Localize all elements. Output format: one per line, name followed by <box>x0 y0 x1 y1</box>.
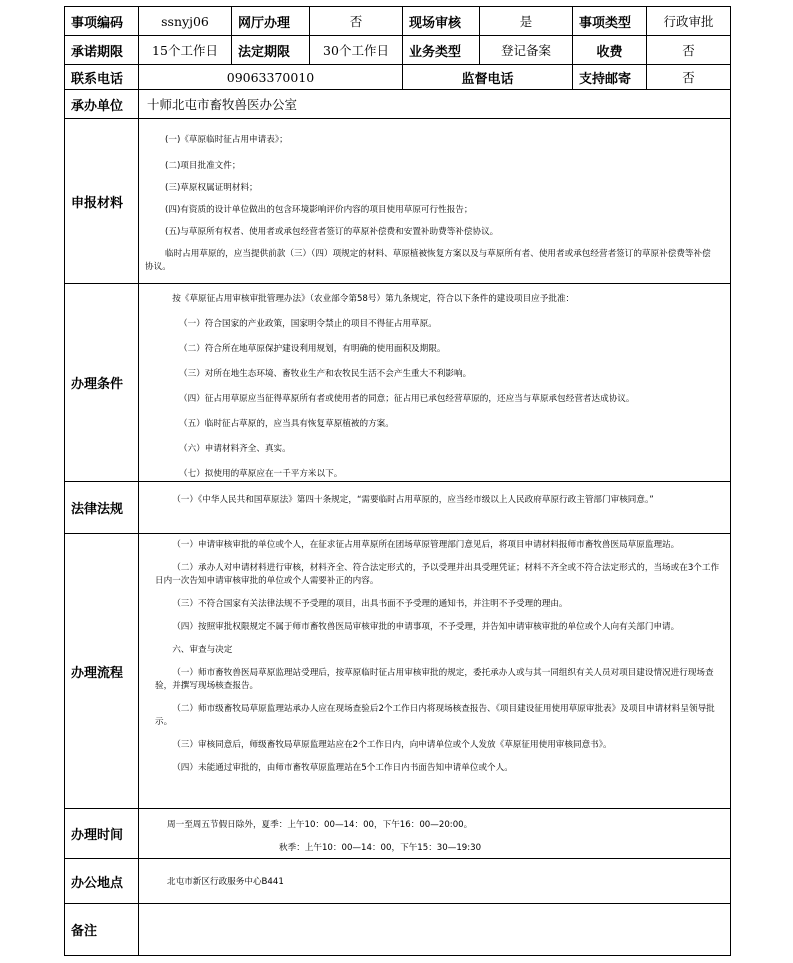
mail-support-label: 支持邮寄 <box>573 65 647 90</box>
row-basic-info-2 <box>65 36 731 65</box>
item-type-value: 行政审批 <box>647 7 731 36</box>
fee-label: 收费 <box>573 36 647 65</box>
legal-period-value: 30个工作日 <box>310 36 403 65</box>
conditions-label: 办理条件 <box>65 284 139 482</box>
contact-phone-label: 联系电话 <box>65 65 139 90</box>
process-review-1: （一）师市畜牧兽医局草原监理站受理后，按草原临时征占用审核审批的规定，委托承办人或与其一同组织有关人员对项目建设情况进行现场查验，并撰写现场核查报告。 <box>155 668 714 691</box>
promise-period-label: 承诺期限 <box>65 36 139 65</box>
process-review-heading: 六、审查与决定 <box>172 645 233 655</box>
materials-content <box>139 119 731 284</box>
conditions-item-3: （三）对所在地生态环境、畜牧业生产和农牧民生活不会产生重大不利影响。 <box>179 369 472 379</box>
mail-support-value: 否 <box>647 65 731 90</box>
process-review-2: （二）师市级畜牧局草原监理站承办人应在现场查验后2个工作日内将现场核查报告、《项目建设征用使用草原审批表》及项目申请材料呈领导批示。 <box>155 704 715 727</box>
law-text: （一）《中华人民共和国草原法》第四十条规定，“需要临时占用草原的，应当经市级以上人民政府草原行政主管部门审核同意。” <box>172 495 654 505</box>
handling-unit-label: 承办单位 <box>65 90 139 119</box>
row-address <box>65 859 731 904</box>
process-step-4: （四）按照审批权限规定不属于师市畜牧兽医局审核审批的申请事项，不予受理，并告知申请审核审批的单位或个人向有关部门申请。 <box>172 622 680 632</box>
row-process <box>65 534 731 809</box>
materials-item-3: (三)草原权属证明材料； <box>165 183 258 193</box>
materials-item-4: (四)有资质的设计单位做出的包含环境影响评价内容的项目使用草原可行性报告； <box>165 205 473 215</box>
business-type-value: 登记备案 <box>480 36 573 65</box>
onsite-review-label: 现场审核 <box>403 7 480 36</box>
item-code-value: ssnyj06 <box>139 7 232 36</box>
online-handling-label: 网厅办理 <box>232 7 310 36</box>
remark-content <box>139 904 731 956</box>
process-content <box>139 534 731 809</box>
hours-autumn: 秋季：上午10：00—14：00，下午15：30—19:30 <box>279 843 482 853</box>
handling-unit-value: 十师北屯市畜牧兽医办公室 <box>139 90 731 119</box>
row-materials <box>65 119 731 284</box>
conditions-item-1: （一）符合国家的产业政策，国家明令禁止的项目不得征占用草原。 <box>179 319 437 329</box>
service-guide-table <box>64 6 731 956</box>
conditions-item-4: （四）征占用草原应当征得草原所有者或使用者的同意；征占用已承包经营草原的，还应当与草原承包经营者达成协议。 <box>179 394 635 404</box>
address-label: 办公地点 <box>65 859 139 904</box>
law-label: 法律法规 <box>65 482 139 534</box>
legal-period-label: 法定期限 <box>232 36 310 65</box>
row-handling-unit <box>65 90 731 119</box>
conditions-item-6: （六）申请材料齐全、真实。 <box>179 444 291 454</box>
materials-item-5: (五)与草原所有权者、使用者或承包经营者签订的草原补偿费和安置补助费等补偿协议。 <box>165 227 499 237</box>
onsite-review-value: 是 <box>480 7 573 36</box>
materials-item-1: (一)《草原临时征占用申请表》； <box>165 135 288 145</box>
process-step-2: （二）承办人对申请材料进行审核，材料齐全、符合法定形式的，予以受理并出具受理凭证；材料不齐全或不符合法定形式的，当场或在3个工作日内一次告知申请审核审批的单位或个人需要补正的内容。 <box>155 563 720 586</box>
hours-content <box>139 809 731 859</box>
conditions-intro: 按《草原征占用审核审批管理办法》（农业部令第58号）第九条规定，符合以下条件的建设项目应予批准： <box>172 294 575 304</box>
contact-phone-value: 09063370010 <box>139 65 403 90</box>
item-code-label: 事项编码 <box>65 7 139 36</box>
conditions-content <box>139 284 731 482</box>
process-label: 办理流程 <box>65 534 139 809</box>
conditions-item-2: （二）符合所在地草原保护建设利用规划，有明确的使用面积及期限。 <box>179 344 446 354</box>
materials-temporary-note: 临时占用草原的，应当提供前款（三）（四）项规定的材料、草原植被恢复方案以及与草原所有者、使用者或承包经营者签订的草原补偿费等补偿协议。 <box>145 249 711 272</box>
online-handling-value: 否 <box>310 7 403 36</box>
materials-label: 申报材料 <box>65 119 139 284</box>
row-hours <box>65 809 731 859</box>
materials-item-2: (二)项目批准文件； <box>165 161 241 171</box>
process-review-4: （四）未能通过审批的，由师市畜牧草原监理站在5个工作日内书面告知申请单位或个人。 <box>172 763 513 773</box>
address-text: 北屯市新区行政服务中心B441 <box>167 877 284 887</box>
hours-label: 办理时间 <box>65 809 139 859</box>
business-type-label: 业务类型 <box>403 36 480 65</box>
row-basic-info-1 <box>65 7 731 36</box>
service-guide-sheet <box>64 6 730 956</box>
supervision-phone-label-text: 监督电话 <box>461 71 514 87</box>
fee-value: 否 <box>647 36 731 65</box>
process-step-3: （三）不符合国家有关法律法规不予受理的项目，出具书面不予受理的通知书，并注明不予受理的理由。 <box>172 599 568 609</box>
row-conditions <box>65 284 731 482</box>
process-step-1: （一）申请审核审批的单位或个人，在征求征占用草原所在团场草原管理部门意见后，将项目申请材料报师市畜牧兽医局草原监理站。 <box>172 540 680 550</box>
conditions-item-5: （五）临时征占草原的，应当具有恢复草原植被的方案。 <box>179 419 394 429</box>
row-law <box>65 482 731 534</box>
item-type-label: 事项类型 <box>573 7 647 36</box>
supervision-phone-label <box>403 65 573 90</box>
row-remark <box>65 904 731 956</box>
remark-label: 备注 <box>65 904 139 956</box>
hours-summer: 周一至周五节假日除外，夏季：上午10：00—14：00，下午16：00—20:00。 <box>167 820 473 830</box>
promise-period-value: 15个工作日 <box>139 36 232 65</box>
row-contact-info <box>65 65 731 90</box>
law-content <box>139 482 731 534</box>
conditions-item-7: （七）拟使用的草原应在一千平方米以下。 <box>179 469 343 479</box>
address-content <box>139 859 731 904</box>
process-review-3: （三）审核同意后，师级畜牧局草原监理站应在2个工作日内，向申请单位或个人发放《草原征用使用审核同意书》。 <box>172 740 612 750</box>
